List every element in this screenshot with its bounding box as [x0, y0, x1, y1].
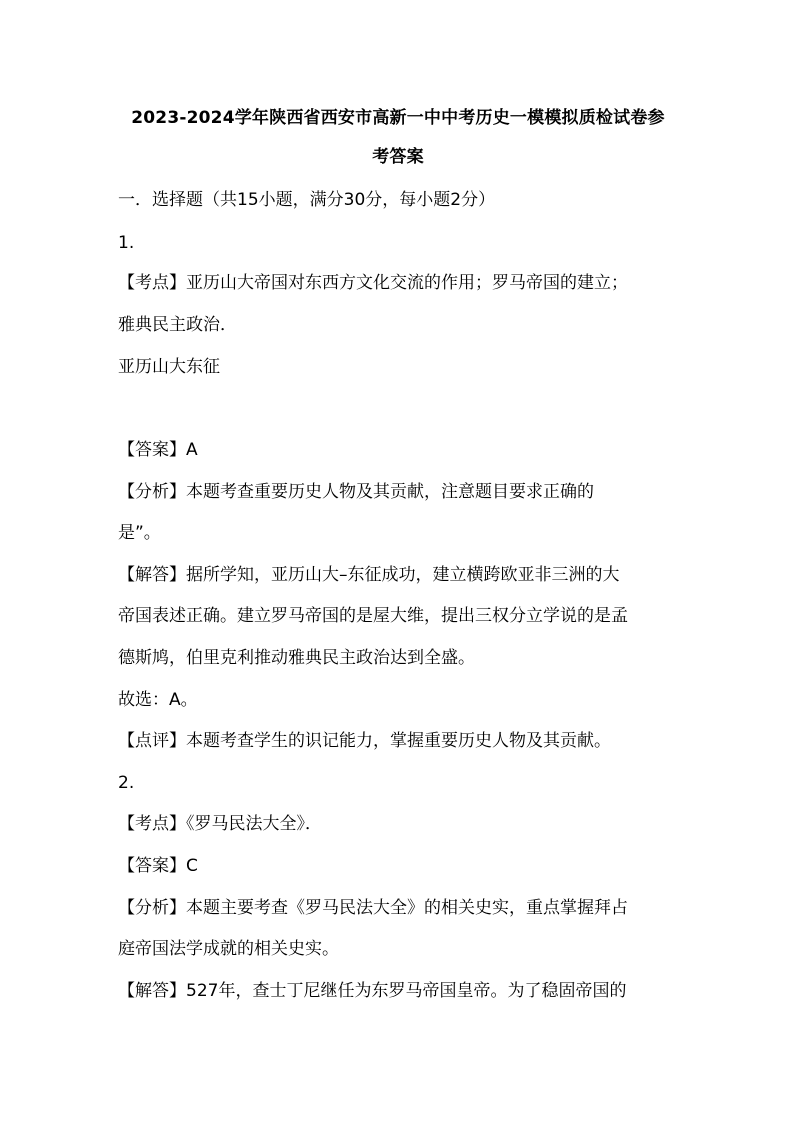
question-1-solution-line-1: 【解答】据所学知，亚历山大–东征成功，建立横跨欧亚非三洲的大: [118, 565, 620, 585]
question-1-solution-line-2: 帝国表述正确。建立罗马帝国的是屋大维，提出三权分立学说的是孟: [118, 606, 628, 626]
question-1-keyword: 亚历山大东征: [118, 357, 220, 377]
question-1-analysis-line-1: 【分析】本题考查重要历史人物及其贡献，注意题目要求正确的: [118, 482, 594, 502]
question-1-kaodian-line-1: 【考点】亚历山大帝国对东西方文化交流的作用；罗马帝国的建立；: [118, 273, 628, 293]
document-title-line-1: 2023-2024学年陕西省西安市高新一中中考历史一模模拟质检试卷参: [131, 108, 665, 128]
question-1-kaodian-line-2: 雅典民主政治．: [118, 315, 237, 335]
question-2-analysis-line-1: 【分析】本题主要考查《罗马民法大全》的相关史实，重点掌握拜占: [118, 898, 628, 918]
question-2-analysis-line-2: 庭帝国法学成就的相关史实。: [118, 939, 339, 959]
question-1-analysis-line-2: 是”。: [118, 523, 161, 543]
question-1-number: 1.: [118, 233, 135, 253]
question-1-comment: 【点评】本题考查学生的识记能力，掌握重要历史人物及其贡献。: [118, 731, 611, 751]
document-title-line-2: 考答案: [372, 147, 424, 167]
question-1-choice: 故选：A。: [118, 690, 198, 710]
question-1-solution-line-3: 德斯鸠，伯里克利推动雅典民主政治达到全盛。: [118, 648, 475, 668]
question-1-answer: 【答案】A: [118, 440, 198, 460]
question-2-answer: 【答案】C: [118, 856, 198, 876]
question-2-kaodian: 【考点】《罗马民法大全》．: [118, 814, 322, 834]
question-2-number: 2.: [118, 773, 135, 793]
question-2-solution-line-1: 【解答】527年，查士丁尼继任为东罗马帝国皇帝。为了稳固帝国的: [118, 981, 627, 1001]
section-heading: 一．选择题（共15小题，满分30分，每小题2分）: [118, 190, 496, 210]
